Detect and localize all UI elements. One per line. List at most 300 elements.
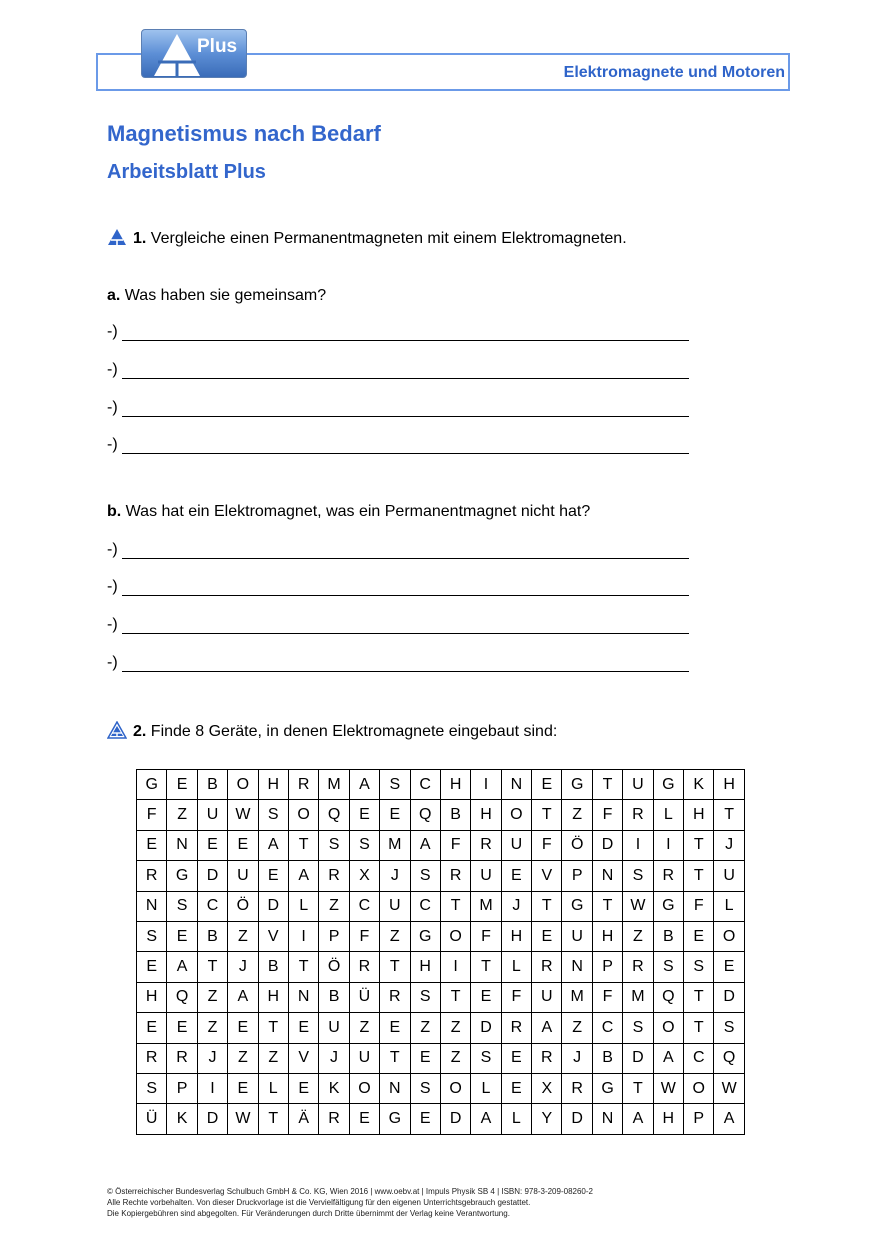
grid-row [137,1104,745,1134]
grid-cell[interactable]: L [653,800,683,830]
grid-cell[interactable]: E [380,800,410,830]
grid-cell[interactable]: O [440,1073,470,1103]
footer-rights: Alle Rechte vorbehalten. Von dieser Druckvorlage ist die Vervielfältigung für den eigenen Unterrichtsgebrauch gestattet. [107,1198,531,1207]
grid-cell[interactable]: D [471,1013,501,1043]
grid-cell[interactable]: B [319,982,349,1012]
grid-cell[interactable]: A [653,1043,683,1073]
grid-cell[interactable]: R [653,861,683,891]
grid-cell[interactable]: E [349,1104,379,1134]
grid-cell[interactable]: L [471,1073,501,1103]
grid-cell[interactable]: T [258,1013,288,1043]
grid-cell[interactable]: N [288,982,318,1012]
grid-cell[interactable]: A [228,982,258,1012]
grid-cell[interactable]: Z [197,982,227,1012]
answer-prefix: -) [107,323,118,340]
grid-cell[interactable]: L [288,891,318,921]
grid-cell[interactable]: J [197,1043,227,1073]
grid-cell[interactable]: S [380,770,410,800]
page-subtitle: Arbeitsblatt Plus [107,161,266,183]
grid-cell[interactable]: T [684,830,714,860]
grid-cell[interactable]: S [714,1013,744,1043]
grid-cell[interactable]: E [532,921,562,951]
grid-cell[interactable]: C [349,891,379,921]
answer-prefix: -) [107,399,118,416]
grid-cell[interactable]: U [228,861,258,891]
grid-cell[interactable]: E [410,1104,440,1134]
grid-cell[interactable]: Z [349,1013,379,1043]
grid-cell[interactable]: C [410,891,440,921]
grid-cell[interactable]: F [349,921,379,951]
grid-cell[interactable]: T [440,982,470,1012]
grid-cell[interactable]: B [197,770,227,800]
grid-cell[interactable]: H [471,800,501,830]
grid-cell[interactable]: T [288,952,318,982]
difficulty-triangle-icon [107,228,127,251]
grid-cell[interactable]: G [592,1073,622,1103]
grid-row [137,830,745,860]
grid-cell[interactable]: L [501,1104,531,1134]
grid-cell[interactable]: S [410,982,440,1012]
grid-row [137,921,745,951]
grid-cell[interactable]: I [440,952,470,982]
grid-cell[interactable]: F [592,982,622,1012]
grid-cell[interactable]: R [288,770,318,800]
write-line [122,595,689,596]
grid-cell[interactable]: L [501,952,531,982]
grid-cell[interactable]: U [562,921,592,951]
grid-cell[interactable]: N [380,1073,410,1103]
grid-cell[interactable]: F [440,830,470,860]
grid-cell[interactable]: T [684,982,714,1012]
grid-cell[interactable]: K [684,770,714,800]
grid-cell[interactable]: D [623,1043,653,1073]
task-1-text: Vergleiche einen Permanentmagneten mit einem Elektromagneten. [150,230,627,247]
grid-cell[interactable]: E [137,952,167,982]
write-line [122,378,689,379]
grid-cell[interactable]: D [562,1104,592,1134]
grid-cell[interactable]: H [258,770,288,800]
grid-cell[interactable]: R [440,861,470,891]
grid-cell[interactable]: J [228,952,258,982]
grid-cell[interactable]: O [684,1073,714,1103]
grid-cell[interactable]: E [501,1043,531,1073]
grid-cell[interactable]: R [532,952,562,982]
grid-cell[interactable]: D [197,861,227,891]
grid-cell[interactable]: S [684,952,714,982]
grid-cell[interactable]: J [319,1043,349,1073]
question-a-text: Was haben sie gemeinsam? [124,287,327,304]
grid-cell[interactable]: S [258,800,288,830]
grid-cell[interactable]: M [562,982,592,1012]
difficulty-triangle-outline-icon [107,721,127,744]
grid-cell[interactable]: O [228,770,258,800]
grid-cell[interactable]: G [167,861,197,891]
grid-cell[interactable]: M [380,830,410,860]
grid-cell[interactable]: Ö [319,952,349,982]
grid-cell[interactable]: L [714,891,744,921]
grid-cell[interactable]: O [288,800,318,830]
grid-cell[interactable]: E [197,830,227,860]
grid-cell[interactable]: E [288,1013,318,1043]
grid-cell[interactable]: Z [440,1043,470,1073]
grid-cell[interactable]: Q [319,800,349,830]
grid-cell[interactable]: K [167,1104,197,1134]
grid-cell[interactable]: O [501,800,531,830]
grid-cell[interactable]: D [440,1104,470,1134]
grid-cell[interactable]: U [714,861,744,891]
grid-cell[interactable]: D [592,830,622,860]
grid-cell[interactable]: A [258,830,288,860]
grid-cell[interactable]: M [319,770,349,800]
grid-cell[interactable]: H [592,921,622,951]
grid-cell[interactable]: W [228,800,258,830]
grid-row [137,982,745,1012]
grid-cell[interactable]: T [623,1073,653,1103]
grid-cell[interactable]: E [167,1013,197,1043]
grid-cell[interactable]: R [501,1013,531,1043]
answer-line[interactable] [107,654,689,674]
grid-cell[interactable]: C [592,1013,622,1043]
answer-prefix: -) [107,616,118,633]
grid-cell[interactable]: C [410,770,440,800]
grid-cell[interactable]: E [228,1073,258,1103]
page-title: Magnetismus nach Bedarf [107,121,381,146]
grid-cell[interactable]: E [380,1013,410,1043]
grid-cell[interactable]: Z [380,921,410,951]
grid-cell[interactable]: P [167,1073,197,1103]
grid-cell[interactable]: C [197,891,227,921]
grid-cell[interactable]: T [197,952,227,982]
grid-cell[interactable]: O [653,1013,683,1043]
answer-line[interactable] [107,436,689,456]
grid-cell[interactable]: N [592,1104,622,1134]
footer [107,1186,593,1219]
grid-cell[interactable]: P [592,952,622,982]
grid-cell[interactable]: E [501,1073,531,1103]
grid-cell[interactable]: F [684,891,714,921]
footer-disclaimer: Die Kopiergebühren sind abgegolten. Für Veränderungen durch Dritte übernimmt der Verlag keine Verantwortung. [107,1209,510,1218]
grid-cell[interactable]: P [319,921,349,951]
grid-cell[interactable]: W [653,1073,683,1103]
grid-cell[interactable]: E [228,830,258,860]
grid-cell[interactable]: M [471,891,501,921]
grid-cell[interactable]: H [410,952,440,982]
grid-cell[interactable]: U [197,800,227,830]
grid-cell[interactable]: R [471,830,501,860]
grid-cell[interactable]: B [258,952,288,982]
task-2-number: 2. [133,723,147,740]
plus-logo [141,29,247,78]
grid-cell[interactable]: A [349,770,379,800]
grid-cell[interactable]: E [167,921,197,951]
grid-cell[interactable]: Ö [562,830,592,860]
grid-cell[interactable]: G [653,891,683,921]
grid-cell[interactable]: E [410,1043,440,1073]
grid-cell[interactable]: D [714,982,744,1012]
grid-cell[interactable]: A [167,952,197,982]
grid-cell[interactable]: N [137,891,167,921]
grid-cell[interactable]: P [562,861,592,891]
grid-cell[interactable]: E [258,861,288,891]
grid-cell[interactable]: R [137,1043,167,1073]
grid-row [137,1073,745,1103]
grid-cell[interactable]: E [137,830,167,860]
grid-cell[interactable]: V [532,861,562,891]
grid-cell[interactable]: S [167,891,197,921]
grid-cell[interactable]: S [319,830,349,860]
header-topic: Elektromagnete und Motoren [563,64,785,81]
grid-cell[interactable]: R [167,1043,197,1073]
grid-cell[interactable]: F [501,982,531,1012]
write-line [122,671,689,672]
grid-cell[interactable]: R [623,800,653,830]
grid-cell[interactable]: F [592,800,622,830]
grid-cell[interactable]: X [349,861,379,891]
grid-cell[interactable]: S [623,861,653,891]
write-line [122,416,689,417]
grid-cell[interactable]: N [501,770,531,800]
task-1 [107,228,627,251]
answer-line[interactable] [107,616,689,636]
grid-cell[interactable]: Z [228,1043,258,1073]
answer-line[interactable] [107,323,689,343]
grid-cell[interactable]: Z [319,891,349,921]
write-line [122,340,689,341]
grid-cell[interactable]: W [623,891,653,921]
grid-cell[interactable]: Z [562,800,592,830]
grid-cell[interactable]: U [501,830,531,860]
grid-cell[interactable]: E [714,952,744,982]
grid-cell[interactable]: O [714,921,744,951]
grid-cell[interactable]: J [501,891,531,921]
grid-cell[interactable]: T [532,891,562,921]
grid-cell[interactable]: Z [167,800,197,830]
grid-cell[interactable]: U [380,891,410,921]
write-line [122,633,689,634]
grid-cell[interactable]: T [592,770,622,800]
grid-cell[interactable]: T [532,800,562,830]
logo-text: Plus [197,36,238,57]
answer-prefix: -) [107,654,118,671]
grid-cell[interactable]: V [258,921,288,951]
grid-cell[interactable]: W [228,1104,258,1134]
grid-cell[interactable]: J [562,1043,592,1073]
grid-cell[interactable]: D [197,1104,227,1134]
grid-cell[interactable]: G [410,921,440,951]
grid-cell[interactable]: Z [197,1013,227,1043]
grid-cell[interactable]: E [471,982,501,1012]
grid-cell[interactable]: T [684,861,714,891]
answer-line[interactable] [107,399,689,419]
grid-row [137,861,745,891]
grid-cell[interactable]: S [623,1013,653,1043]
grid-cell[interactable]: A [714,1104,744,1134]
grid-cell[interactable]: F [471,921,501,951]
grid-cell[interactable]: L [258,1073,288,1103]
write-line [122,453,689,454]
grid-cell[interactable]: U [532,982,562,1012]
grid-cell[interactable]: T [714,800,744,830]
question-b [107,503,590,521]
grid-cell[interactable]: T [440,891,470,921]
grid-cell[interactable]: P [684,1104,714,1134]
grid-cell[interactable]: Ö [228,891,258,921]
grid-cell[interactable]: E [501,861,531,891]
grid-cell[interactable]: H [653,1104,683,1134]
grid-cell[interactable]: T [258,1104,288,1134]
grid-cell[interactable]: G [653,770,683,800]
grid-cell[interactable]: T [684,1013,714,1043]
grid-cell[interactable]: A [623,1104,653,1134]
grid-cell[interactable]: F [532,830,562,860]
grid-cell[interactable]: T [380,1043,410,1073]
answer-line[interactable] [107,361,689,381]
grid-cell[interactable]: G [380,1104,410,1134]
grid-cell[interactable]: I [288,921,318,951]
grid-cell[interactable]: T [380,952,410,982]
grid-cell[interactable]: C [684,1043,714,1073]
grid-row [137,1013,745,1043]
grid-cell[interactable]: R [349,952,379,982]
grid-cell[interactable]: H [137,982,167,1012]
grid-cell[interactable]: H [684,800,714,830]
grid-row [137,952,745,982]
grid-cell[interactable]: Q [167,982,197,1012]
grid-cell[interactable]: G [562,891,592,921]
grid-cell[interactable]: Q [410,800,440,830]
grid-cell[interactable]: R [532,1043,562,1073]
grid-cell[interactable]: O [440,921,470,951]
grid-cell[interactable]: E [684,921,714,951]
grid-cell[interactable]: E [137,1013,167,1043]
grid-cell[interactable]: U [623,770,653,800]
grid-cell[interactable]: I [653,830,683,860]
task-2 [107,721,557,744]
grid-cell[interactable]: H [258,982,288,1012]
grid-cell[interactable]: E [532,770,562,800]
grid-cell[interactable]: V [288,1043,318,1073]
grid-cell[interactable]: A [410,830,440,860]
grid-cell[interactable]: B [653,921,683,951]
grid-cell[interactable]: Z [410,1013,440,1043]
question-b-text: Was hat ein Elektromagnet, was ein Permanentmagnet nicht hat? [125,503,591,520]
grid-cell[interactable]: N [167,830,197,860]
grid-cell[interactable]: B [440,800,470,830]
grid-cell[interactable]: R [562,1073,592,1103]
grid-cell[interactable]: U [349,1043,379,1073]
grid-row [137,800,745,830]
grid-cell[interactable]: S [137,921,167,951]
grid-cell[interactable]: B [197,921,227,951]
task-2-text: Finde 8 Geräte, in denen Elektromagnete eingebaut sind: [150,723,558,740]
question-b-label: b. [107,503,122,520]
grid-cell[interactable]: H [501,921,531,951]
grid-cell[interactable]: Z [623,921,653,951]
grid-cell[interactable]: Ü [137,1104,167,1134]
grid-cell[interactable]: F [137,800,167,830]
grid-cell[interactable]: U [471,861,501,891]
grid-cell[interactable]: I [197,1073,227,1103]
grid-cell[interactable]: U [319,1013,349,1043]
grid-cell[interactable]: S [410,861,440,891]
grid-cell[interactable]: R [319,861,349,891]
grid-cell[interactable]: B [592,1043,622,1073]
footer-copyright: © Österreichischer Bundesverlag Schulbuch GmbH & Co. KG, Wien 2016 | www.oebv.at | Impuls Physik SB 4 | ISBN: 978-3-209-08260-2 [107,1187,593,1196]
grid-cell[interactable]: I [623,830,653,860]
grid-cell[interactable]: R [380,982,410,1012]
grid-cell[interactable]: K [319,1073,349,1103]
task-1-number: 1. [133,230,147,247]
grid-cell[interactable]: S [349,830,379,860]
question-a-label: a. [107,287,121,304]
grid-cell[interactable]: Q [653,982,683,1012]
grid-cell[interactable]: Ä [288,1104,318,1134]
grid-cell[interactable]: D [258,891,288,921]
answer-prefix: -) [107,436,118,453]
grid-cell[interactable]: J [714,830,744,860]
grid-cell[interactable]: Z [440,1013,470,1043]
answer-prefix: -) [107,578,118,595]
grid-cell[interactable]: E [349,800,379,830]
grid-cell[interactable]: A [532,1013,562,1043]
grid-cell[interactable]: G [137,770,167,800]
grid-cell[interactable]: M [623,982,653,1012]
grid-cell[interactable]: S [410,1073,440,1103]
answer-prefix: -) [107,541,118,558]
grid-cell[interactable]: N [562,952,592,982]
grid-cell[interactable]: E [167,770,197,800]
grid-cell[interactable]: O [349,1073,379,1103]
grid-cell[interactable]: R [623,952,653,982]
grid-cell[interactable]: J [380,861,410,891]
grid-cell[interactable]: W [714,1073,744,1103]
grid-cell[interactable]: T [592,891,622,921]
grid-cell[interactable]: S [137,1073,167,1103]
grid-cell[interactable]: T [288,830,318,860]
grid-cell[interactable]: Y [532,1104,562,1134]
grid-cell[interactable]: A [288,861,318,891]
answer-line[interactable] [107,541,689,561]
grid-cell[interactable]: H [440,770,470,800]
grid-cell[interactable]: N [592,861,622,891]
grid-cell[interactable]: E [288,1073,318,1103]
grid-row [137,891,745,921]
answer-line[interactable] [107,578,689,598]
write-line [122,558,689,559]
question-a [107,287,326,305]
grid-cell[interactable]: H [714,770,744,800]
grid-cell[interactable]: Z [258,1043,288,1073]
grid-cell[interactable]: E [228,1013,258,1043]
grid-cell[interactable]: X [532,1073,562,1103]
grid-cell[interactable]: Q [714,1043,744,1073]
grid-cell[interactable]: S [471,1043,501,1073]
grid-cell[interactable]: R [137,861,167,891]
grid-row [137,1043,745,1073]
grid-cell[interactable]: G [562,770,592,800]
grid-cell[interactable]: I [471,770,501,800]
grid-cell[interactable]: S [653,952,683,982]
grid-cell[interactable]: T [471,952,501,982]
grid-cell[interactable]: Ü [349,982,379,1012]
word-search-grid [136,769,745,1135]
grid-cell[interactable]: Z [228,921,258,951]
grid-cell[interactable]: A [471,1104,501,1134]
answer-prefix: -) [107,361,118,378]
grid-cell[interactable]: R [319,1104,349,1134]
grid-cell[interactable]: Z [562,1013,592,1043]
grid-row [137,770,745,800]
